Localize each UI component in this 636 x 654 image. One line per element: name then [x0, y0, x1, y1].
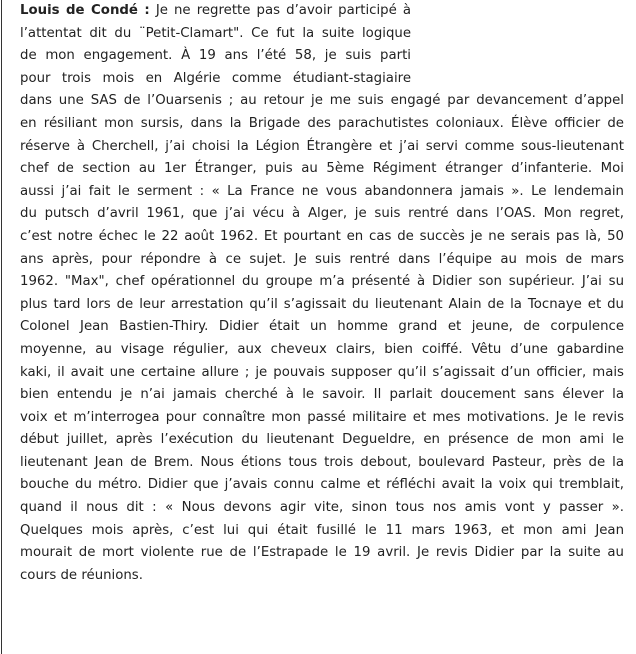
testimony-paragraph [20, 0, 624, 587]
left-border-line [1, 0, 2, 654]
paragraph-line-6: en résiliant mon sursis, dans la Brigade des parachutistes coloniaux. Élève officier de [20, 115, 624, 131]
paragraph-line-10: du putsch d’avril 1961, que j’ai vécu à Alger, je suis rentré dans l’OAS. Mon regret, [20, 206, 624, 222]
paragraph-line-26: cours de réunions. [20, 567, 143, 583]
paragraph-line-7: réserve à Cherchell, j’ai choisi la Légion Étrangère et j’ai servi comme sous-lieutenant [20, 138, 624, 154]
paragraph-line-4: pour trois mois en Algérie comme étudiant-stagiaire [20, 70, 411, 86]
paragraph-line-24: Quelques mois après, c’est lui qui était fusillé le 11 mars 1963, et mon ami Jean [20, 522, 624, 538]
paragraph-line-11: c’est notre échec le 22 août 1962. Et pourtant en cas de succès je ne serais pas là, 50 [20, 228, 624, 244]
paragraph-line-13: 1962. "Max", chef opérationnel du groupe m’a présenté à Didier son supérieur. J’ai su [20, 274, 624, 290]
paragraph-line-12: ans après, pour répondre à ce sujet. Je suis rentré dans l’équipe au mois de mars [20, 251, 624, 267]
speaker-name: Louis de Condé : [20, 3, 150, 18]
paragraph-line-9: aussi j’ai fait le serment : « La France ne vous abandonnera jamais ». Le lendemain [20, 183, 624, 199]
paragraph-line-8: chef de section au 1er Étranger, puis au 5ème Régiment étranger d’infanterie. Moi [20, 161, 624, 177]
paragraph-line-5: dans une SAS de l’Ouarsenis ; au retour je me suis engagé par devancement d’appel [20, 93, 624, 109]
paragraph-line-14: plus tard lors de leur arrestation qu’il s’agissait du lieutenant Alain de la Tocnaye et du [20, 296, 624, 312]
paragraph-line-25: mourait de mort violente rue de l’Estrapade le 19 avril. Je revis Didier par la suite au [20, 545, 624, 561]
paragraph-line-20: début juillet, après l’exécution du lieutenant Degueldre, en présence de mon ami le [20, 432, 624, 448]
paragraph-line-19: voix et m’interrogea pour connaître mon passé militaire et mes motivations. Je le revis [20, 409, 624, 425]
paragraph-line-23: quand il nous dit : « Nous devons agir vite, sinon tous nos amis vont y passer ». [20, 500, 624, 516]
paragraph-line-22: bouche du métro. Didier que j’avais connu calme et réfléchi avait la voix qui tremblait, [20, 477, 624, 493]
paragraph-line-17: kaki, il avait une certaine allure ; je pouvais supposer qu’il s’agissait d’un officier, mais [20, 364, 624, 380]
paragraph-line-1: Louis de Condé : Je ne regrette pas d’avoir participé à [20, 3, 412, 18]
paragraph-line-21: lieutenant Jean de Brem. Nous étions tous trois debout, boulevard Pasteur, près de la [20, 454, 624, 470]
paragraph-line-3: de mon engagement. À 19 ans l’été 58, je suis parti [20, 48, 411, 64]
paragraph-line-2: l’attentat dit du ¨Petit-Clamart". Ce fut la suite logique [20, 25, 411, 41]
paragraph-line-16: moyenne, au visage régulier, aux cheveux clairs, bien coiffé. Vêtu d’une gabardine [20, 341, 624, 357]
paragraph-line-18: bien entendu je n’ai jamais cherché à le savoir. Il parlait doucement sans élever la [20, 387, 624, 403]
paragraph-line-15: Colonel Jean Bastien-Thiry. Didier était un homme grand et jeune, de corpulence [20, 319, 624, 335]
